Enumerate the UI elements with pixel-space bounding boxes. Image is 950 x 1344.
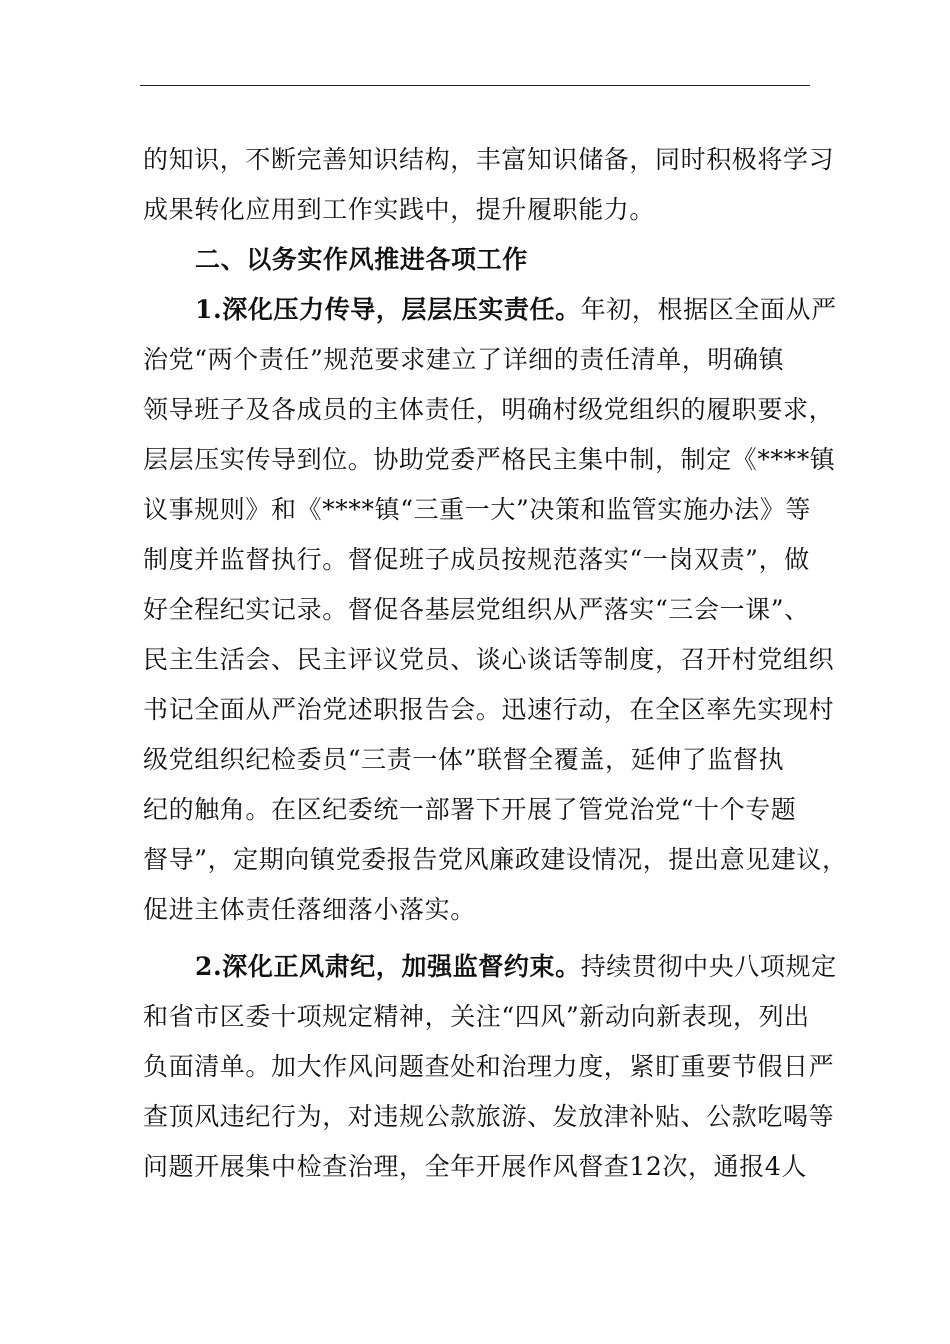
paragraph-line: 纪的触角。在区纪委统一部署下开展了管党治党“十个专题: [143, 795, 797, 824]
paragraph-line: 负面清单。加大作风问题查处和治理力度，紧盯重要节假日严: [143, 1052, 835, 1081]
paragraph-line: 领导班子及各成员的主体责任，明确村级党组织的履职要求，: [143, 395, 835, 424]
paragraph-line: 议事规则》和《****镇“三重一大”决策和监管实施办法》等: [143, 495, 811, 524]
paragraph-line: 书记全面从严治党述职报告会。迅速行动，在全区率先实现村: [143, 695, 835, 724]
paragraph-line: 查顶风违纪行为，对违规公款旅游、发放津补贴、公款吃喝等: [143, 1102, 835, 1131]
item-1-title: 1.深化压力传导，层层压实责任。: [195, 295, 581, 324]
paragraph-line: 层层压实传导到位。协助党委严格民主集中制，制定《****镇: [143, 445, 836, 474]
paragraph-line: 好全程纪实记录。督促各基层党组织从严落实“三会一课”、: [143, 595, 810, 624]
item-2-title: 2.深化正风肃纪，加强监督约束。: [195, 952, 581, 981]
paragraph-line: 成果转化应用到工作实践中，提升履职能力。: [143, 195, 656, 224]
item-1-first-line-text: 年初，根据区全面从严: [580, 295, 837, 324]
paragraph-line: 问题开展集中检查治理，全年开展作风督查12次，通报4人: [143, 1152, 807, 1181]
paragraph-line: 级党组织纪检委员“三责一体”联督全覆盖，延伸了监督执: [143, 745, 785, 774]
paragraph-line: 的知识，不断完善知识结构，丰富知识储备，同时积极将学习: [143, 145, 835, 174]
paragraph-line: 民主生活会、民主评议党员、谈心谈话等制度，召开村党组织: [143, 645, 835, 674]
paragraph-line: 治党“两个责任”规范要求建立了详细的责任清单，明确镇: [143, 345, 785, 374]
document-body: [143, 135, 848, 1192]
item-2-first-line: [143, 942, 837, 992]
paragraph-line: 督导”，定期向镇党委报告党风廉政建设情况，提出意见建议，: [143, 845, 848, 874]
paragraph-gap: [143, 935, 813, 942]
section-heading: 二、以务实作风推进各项工作: [195, 245, 528, 274]
item-1-first-line: [143, 285, 837, 335]
header-rule: [140, 85, 810, 86]
paragraph-line: 促进主体责任落细落小落实。: [143, 895, 476, 924]
paragraph-line: 制度并监督执行。督促班子成员按规范落实“一岗双责”，做: [143, 545, 810, 574]
item-2-first-line-text: 持续贯彻中央八项规定: [580, 952, 837, 981]
paragraph-line: 和省市区委十项规定精神，关注“四风”新动向新表现，列出: [143, 1002, 810, 1031]
